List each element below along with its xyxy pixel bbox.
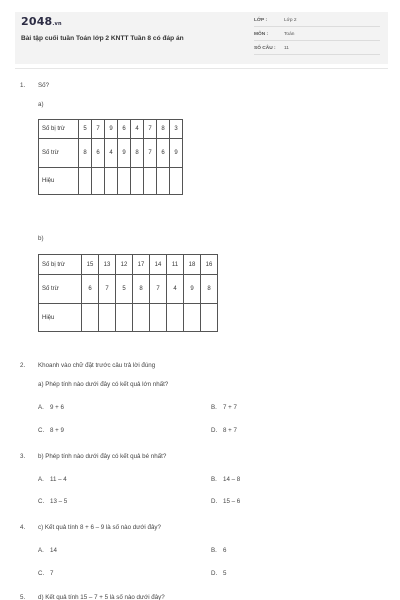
option-text: 7 + 7: [223, 404, 237, 411]
option-text: 13 – 5: [50, 498, 68, 505]
worksheet-title: Bài tập cuối tuần Toán lớp 2 KNTT Tuần 8 có đáp án: [21, 35, 184, 42]
option-text: 15 – 6: [223, 498, 241, 505]
option-letter: C.: [38, 498, 45, 505]
table-cell: 5: [116, 275, 133, 304]
meta-value: Toán: [284, 32, 295, 37]
table-cell: 9: [170, 139, 183, 168]
option-d[interactable]: [211, 498, 240, 505]
option-b[interactable]: [211, 476, 240, 483]
answer-cell[interactable]: [79, 168, 92, 195]
table-cell: 18: [184, 255, 201, 275]
header-divider: [15, 68, 388, 69]
answer-cell[interactable]: [184, 304, 201, 332]
option-letter: C.: [38, 570, 45, 577]
table-cell: 9: [118, 139, 131, 168]
meta-key: MÔN :: [254, 32, 269, 37]
option-text: 8 + 7: [223, 427, 237, 434]
answer-cell[interactable]: [118, 168, 131, 195]
question-1-text: Số?: [38, 82, 50, 89]
question-4-number: 4.: [20, 524, 26, 531]
table-cell: 8: [133, 275, 150, 304]
logo-suffix: .vn: [52, 21, 62, 27]
table-row: [39, 275, 218, 304]
answer-cell[interactable]: [150, 304, 167, 332]
table-cell: 6: [118, 120, 131, 139]
table-cell: 7: [150, 275, 167, 304]
subtraction-table-b: [38, 254, 218, 332]
question-5-text: d) Kết quả tính 15 – 7 + 5 là số nào dưới đây?: [38, 594, 165, 600]
question-3-text: b) Phép tính nào dưới đây có kết quả bé nhất?: [38, 453, 167, 460]
option-letter: C.: [38, 427, 45, 434]
part-b-label: b): [38, 235, 44, 242]
option-letter: D.: [211, 427, 218, 434]
option-text: 14: [50, 547, 57, 554]
question-2-text: Khoanh vào chữ đặt trước câu trả lời đúng: [38, 362, 156, 369]
table-cell: 8: [201, 275, 218, 304]
answer-cell[interactable]: [92, 168, 105, 195]
option-letter: A.: [38, 476, 44, 483]
table-cell: 9: [184, 275, 201, 304]
option-a[interactable]: [38, 476, 67, 483]
option-a[interactable]: [38, 547, 57, 554]
subtraction-table-a: [38, 119, 183, 195]
table-cell: 4: [105, 139, 118, 168]
table-cell: 11: [167, 255, 184, 275]
table-cell: 6: [82, 275, 99, 304]
table-cell: 8: [79, 139, 92, 168]
option-text: 9 + 6: [50, 404, 64, 411]
table-cell: 14: [150, 255, 167, 275]
option-letter: D.: [211, 498, 218, 505]
table-row: [39, 120, 183, 139]
table-row: [39, 168, 183, 195]
table-cell: 16: [201, 255, 218, 275]
answer-cell[interactable]: [170, 168, 183, 195]
question-2-number: 2.: [20, 362, 26, 369]
option-text: 14 – 8: [223, 476, 241, 483]
option-text: 6: [223, 547, 227, 554]
answer-cell[interactable]: [82, 304, 99, 332]
option-letter: B.: [211, 547, 217, 554]
meta-row-subject: [254, 30, 380, 41]
table-cell: 12: [116, 255, 133, 275]
question-3-number: 3.: [20, 453, 26, 460]
option-text: 5: [223, 570, 227, 577]
table-cell: 17: [133, 255, 150, 275]
option-letter: D.: [211, 570, 218, 577]
answer-cell[interactable]: [99, 304, 116, 332]
table-cell: 7: [144, 120, 157, 139]
option-c[interactable]: [38, 427, 64, 434]
option-letter: B.: [211, 476, 217, 483]
table-cell: 6: [157, 139, 170, 168]
table-cell: 15: [82, 255, 99, 275]
meta-key: SỐ CÂU :: [254, 46, 276, 51]
question-5-number: 5.: [20, 594, 26, 600]
option-letter: A.: [38, 404, 44, 411]
answer-cell[interactable]: [133, 304, 150, 332]
option-d[interactable]: [211, 570, 226, 577]
logo-text: 2048: [21, 15, 53, 28]
row-label: Số trừ: [39, 275, 82, 304]
table-cell: 7: [92, 120, 105, 139]
table-row: [39, 255, 218, 275]
table-cell: 5: [79, 120, 92, 139]
table-cell: 4: [131, 120, 144, 139]
answer-cell[interactable]: [105, 168, 118, 195]
row-label: Hiệu: [39, 304, 82, 332]
option-letter: A.: [38, 547, 44, 554]
table-cell: 4: [167, 275, 184, 304]
table-row: [39, 139, 183, 168]
meta-row-class: [254, 16, 380, 27]
table-row: [39, 304, 218, 332]
meta-row-question-count: [254, 44, 380, 55]
option-letter: B.: [211, 404, 217, 411]
table-cell: 8: [157, 120, 170, 139]
answer-cell[interactable]: [144, 168, 157, 195]
site-logo[interactable]: [21, 15, 62, 28]
option-c[interactable]: [38, 498, 67, 505]
table-cell: 13: [99, 255, 116, 275]
table-cell: 9: [105, 120, 118, 139]
option-d[interactable]: [211, 427, 237, 434]
option-b[interactable]: [211, 404, 237, 411]
row-label: Số bị trừ: [39, 255, 82, 275]
option-text: 11 – 4: [50, 476, 67, 483]
option-text: 7: [50, 570, 54, 577]
row-label: Số bị trừ: [39, 120, 79, 139]
question-2-subtext: a) Phép tính nào dưới đây có kết quả lớn nhất?: [38, 381, 169, 388]
question-4-text: c) Kết quả tính 8 + 6 – 9 là số nào dưới đây?: [38, 524, 161, 531]
part-a-label: a): [38, 101, 44, 108]
option-text: 8 + 9: [50, 427, 64, 434]
answer-cell[interactable]: [157, 168, 170, 195]
option-c[interactable]: [38, 570, 53, 577]
question-1-number: 1.: [20, 82, 26, 89]
answer-cell[interactable]: [131, 168, 144, 195]
table-cell: 7: [99, 275, 116, 304]
table-cell: 6: [92, 139, 105, 168]
meta-key: LỚP :: [254, 18, 268, 23]
table-cell: 7: [144, 139, 157, 168]
row-label: Hiệu: [39, 168, 79, 195]
table-cell: 8: [131, 139, 144, 168]
option-b[interactable]: [211, 547, 226, 554]
answer-cell[interactable]: [116, 304, 133, 332]
worksheet-header: [15, 12, 388, 64]
meta-value: 11: [284, 46, 289, 51]
meta-value: Lớp 2: [284, 18, 297, 23]
table-cell: 3: [170, 120, 183, 139]
row-label: Số trừ: [39, 139, 79, 168]
answer-cell[interactable]: [167, 304, 184, 332]
option-a[interactable]: [38, 404, 64, 411]
answer-cell[interactable]: [201, 304, 218, 332]
